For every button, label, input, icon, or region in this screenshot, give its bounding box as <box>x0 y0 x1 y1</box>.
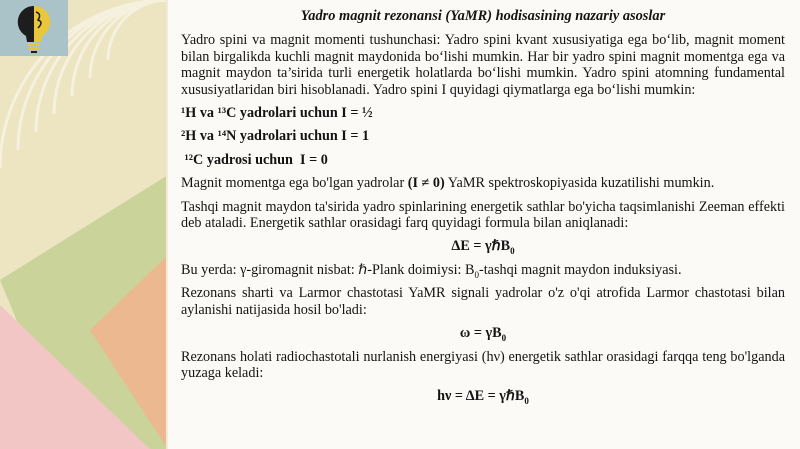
paragraph-definitions <box>181 262 785 278</box>
paragraph-larmor: Rezonans sharti va Larmor chastotasi YaMR signali yadrolar o'z o'qi atrofida Larmor chastotasi bilan aylanishi natijasida hosil bo'ladi: <box>181 285 785 318</box>
nucleus-spin-line-2: ²H va ¹⁴N yadrolari uchun I = 1 <box>181 128 370 145</box>
text: Magnit momentga ega bo'lgan yadrolar <box>181 175 408 192</box>
formula-text: ω = γB <box>459 325 502 342</box>
lightbulb-brain-icon <box>0 0 68 56</box>
text: YaMR spektroskopiyasida kuzatilishi mumkin. <box>444 175 715 192</box>
paragraph-resonance: Rezonans holati radiochastotali nurlanish energiyasi (hν) energetik sathlar orasidagi farqqa teng bo'lganda yuzaga keladi: <box>181 348 785 381</box>
nucleus-spin-line-3: ¹²C yadrosi uchun I = 0 <box>181 151 328 168</box>
formula-text: hν = ΔE = γℏB <box>437 388 525 405</box>
subscript: 0 <box>474 269 479 280</box>
spin-condition: (I ≠ 0) <box>407 175 445 192</box>
formula-text: ΔE = γℏB <box>451 238 511 255</box>
logo <box>0 0 68 56</box>
formula-larmor <box>181 325 785 341</box>
paragraph-spin-intro: Yadro spini va magnit momenti tushunchasi: Yadro spini kvant xususiyatiga ega bo‘lib, magnit moment bilan birgalikda kuchli magnit maydonida bo‘lishi mumkin. Har bir yadro spini magnit momentga ega va magnit maydon ta’sirida turli energetik holatlarda bo‘lishi mumkin. Yadro spini atomning fundamental xususiyatlaridan biri hisoblanadi. Yadro spini I quyidagi qiymatlarga ega bo‘lishi mumkin: <box>181 32 785 98</box>
decorative-background-shapes <box>0 0 168 449</box>
paragraph-observable-nuclei <box>181 175 785 191</box>
paragraph-zeeman: Tashqi magnit maydon ta'sirida yadro spinlarining energetik sathlar bo'yicha taqsimlanishi Zeeman effekti deb ataladi. Energetik sathlar orasidagi farq quyidagi formula bilan aniqlanadi: <box>181 198 785 232</box>
text: Bu yerda: γ-giromagnit nisbat: ℏ-Plank doimiysi: B <box>181 261 475 278</box>
nucleus-spin-line-1: ¹H va ¹³C yadrolari uchun I = ½ <box>181 105 373 122</box>
formula-resonance <box>181 388 785 407</box>
subscript: 0 <box>510 246 515 257</box>
slide-content <box>181 8 785 412</box>
slide-title: Yadro magnit rezonansi (YaMR) hodisasining nazariy asoslar <box>300 8 666 24</box>
band-edge <box>166 0 168 449</box>
text: -tashqi magnit maydon induksiyasi. <box>478 261 682 278</box>
subscript: 0 <box>501 332 507 343</box>
decorative-side-band <box>0 0 168 449</box>
formula-energy-difference <box>181 238 785 257</box>
subscript: 0 <box>524 396 529 407</box>
